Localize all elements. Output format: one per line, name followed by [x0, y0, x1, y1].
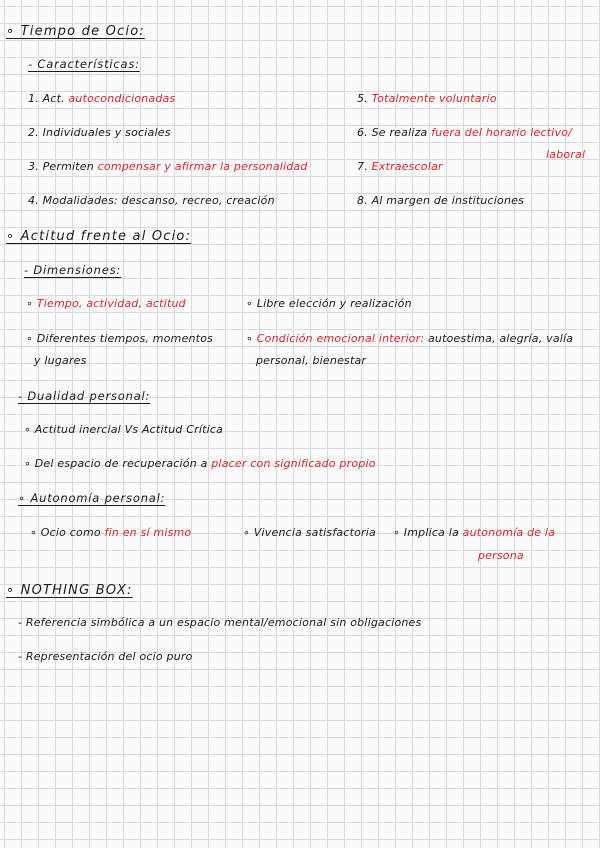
characteristic-6	[357, 126, 572, 139]
dimension-2: ∘ Libre elección y realización	[246, 297, 412, 310]
characteristic-7-number: 7.	[357, 160, 368, 173]
characteristic-5-highlight: Totalmente voluntario	[371, 92, 497, 105]
subtitle-autonomia-personal: ∘ Autonomía personal:	[18, 491, 166, 505]
section-title-actitud-ocio: ∘ Actitud frente al Ocio:	[6, 229, 192, 244]
autonomia-3-highlight: autonomía de la	[462, 526, 556, 539]
autonomia-1-text: ∘ Ocio como	[30, 526, 101, 539]
dimension-4-line2: personal, bienestar	[256, 354, 367, 367]
autonomia-1-highlight: fin en sí mismo	[104, 526, 192, 539]
dimension-1-bullet: ∘	[26, 297, 34, 310]
dimension-4-bullet: ∘	[246, 332, 254, 345]
characteristic-4: 4. Modalidades: descanso, recreo, creación	[28, 194, 275, 207]
characteristic-3-number: 3. Permiten	[28, 160, 94, 173]
section-title-nothing-box: ∘ NOTHING BOX:	[6, 583, 133, 598]
characteristic-1-number: 1. Act.	[28, 92, 65, 105]
characteristic-6-number: 6. Se realiza	[357, 126, 428, 139]
autonomia-3	[393, 526, 555, 539]
dimension-1-highlight: Tiempo, actividad, actitud	[36, 297, 186, 310]
characteristic-5	[357, 92, 497, 105]
dualidad-1: ∘ Actitud inercial Vs Actitud Crítica	[24, 423, 224, 436]
characteristic-6-continuation: laboral	[546, 148, 586, 161]
section-title-tiempo-de-ocio: ∘ Tiempo de Ocio:	[6, 24, 145, 39]
characteristic-7-highlight: Extraescolar	[371, 160, 443, 173]
autonomia-3-continuation: persona	[478, 549, 524, 562]
dimension-4-highlight: Condición emocional interior:	[256, 332, 425, 345]
dualidad-2-text: ∘ Del espacio de recuperación a	[24, 457, 208, 470]
characteristic-7	[357, 160, 443, 173]
characteristic-5-number: 5.	[357, 92, 368, 105]
characteristic-3	[28, 160, 308, 173]
subtitle-caracteristicas: - Características:	[28, 57, 140, 71]
autonomia-3-text: ∘ Implica la	[393, 526, 459, 539]
subtitle-dualidad-personal: - Dualidad personal:	[18, 389, 151, 403]
dimension-3-line2: y lugares	[34, 354, 87, 367]
nothing-box-item-1: - Referencia simbólica a un espacio mental/emocional sin obligaciones	[18, 616, 422, 629]
nothing-box-item-2: - Representación del ocio puro	[18, 650, 193, 663]
characteristic-1	[28, 92, 175, 105]
dualidad-2-highlight: placer con significado propio	[211, 457, 376, 470]
characteristic-8: 8. Al margen de instituciones	[357, 194, 525, 207]
characteristic-3-highlight: compensar y afirmar la personalidad	[97, 160, 308, 173]
dimension-1	[26, 297, 186, 310]
characteristic-6-highlight: fuera del horario lectivo/	[431, 126, 573, 139]
autonomia-2: ∘ Vivencia satisfactoria	[243, 526, 376, 539]
dimension-4-rest: autoestima, alegría, valía	[427, 332, 574, 345]
dualidad-2	[24, 457, 376, 470]
dimension-4	[246, 332, 573, 345]
characteristic-2: 2. Individuales y sociales	[28, 126, 171, 139]
characteristic-1-highlight: autocondicionadas	[68, 92, 176, 105]
dimension-3-line1: ∘ Diferentes tiempos, momentos	[26, 332, 214, 345]
autonomia-1	[30, 526, 191, 539]
subtitle-dimensiones: - Dimensiones:	[24, 263, 122, 277]
